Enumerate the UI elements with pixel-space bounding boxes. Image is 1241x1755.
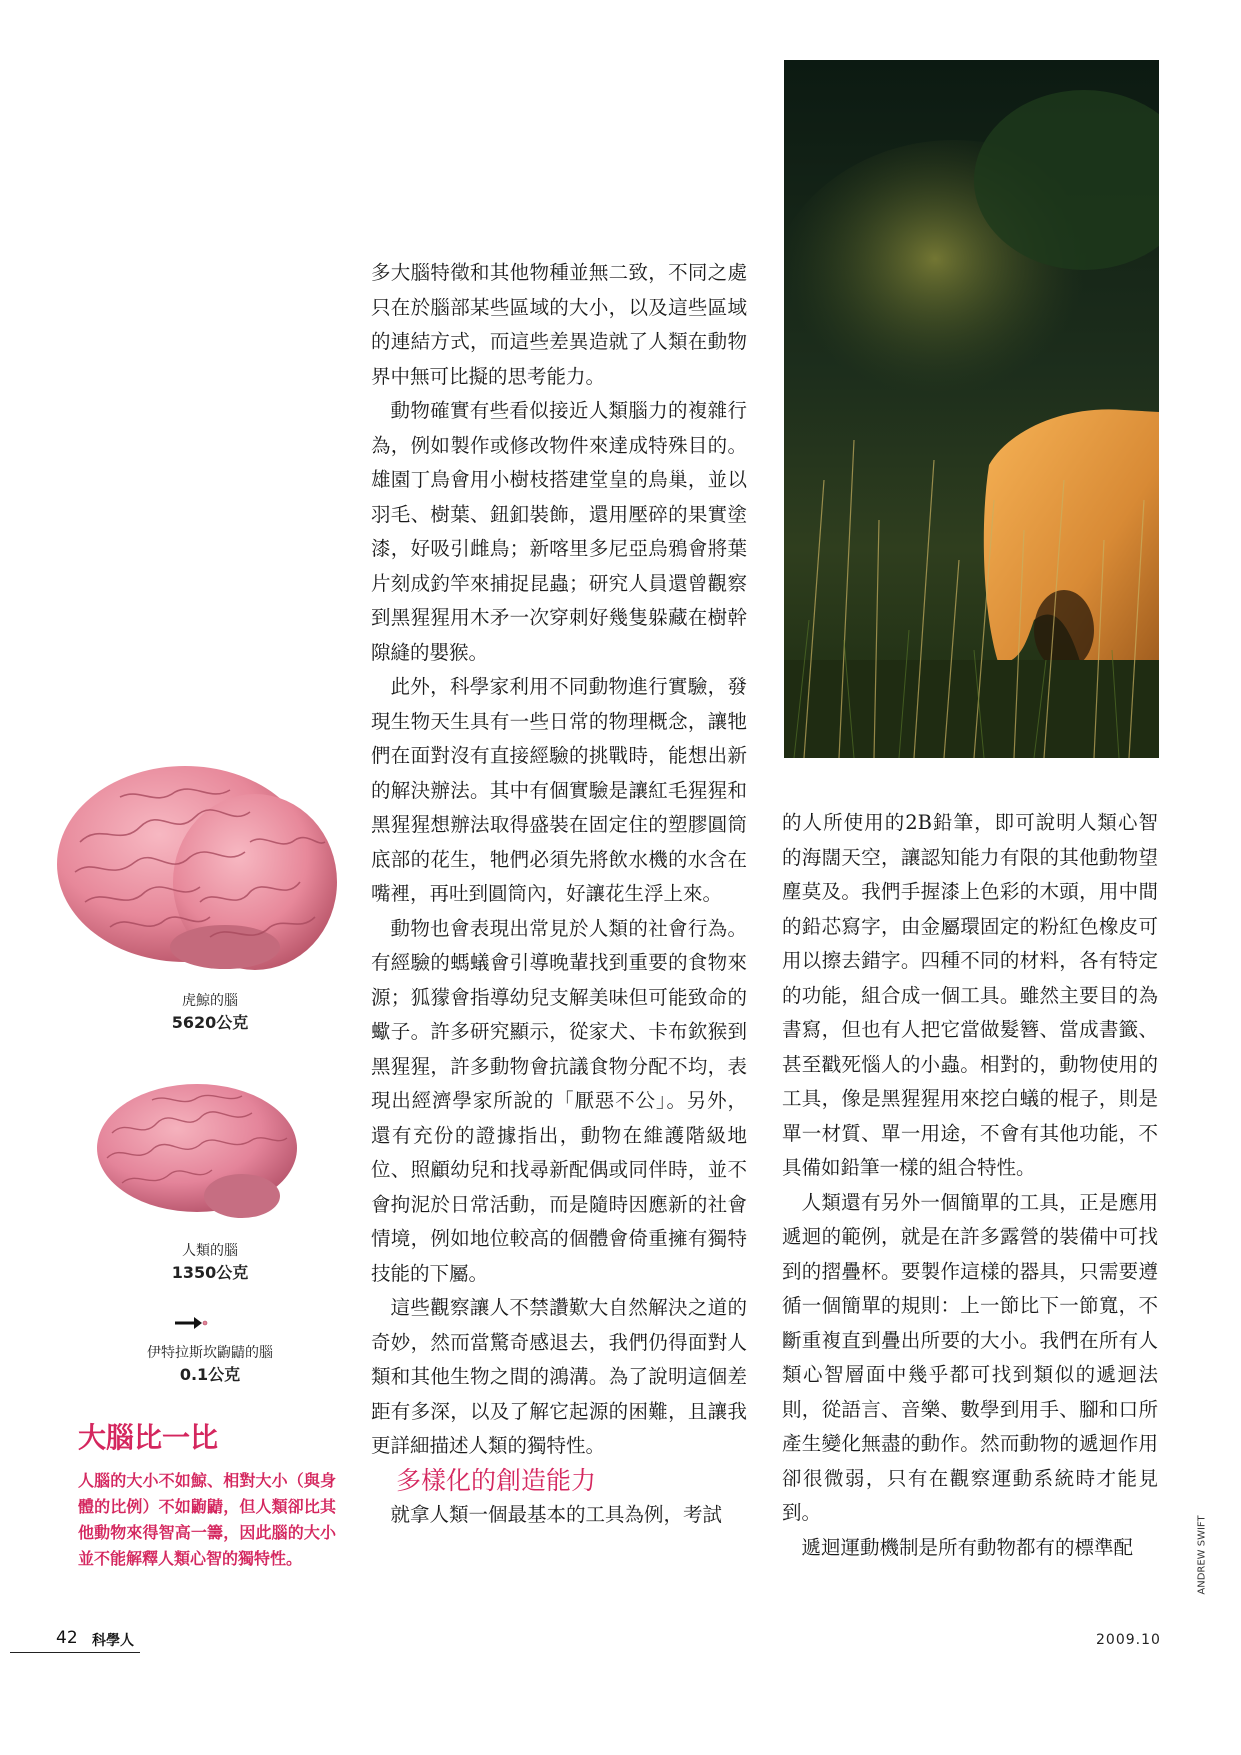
- issue-date: 2009.10: [1096, 1632, 1161, 1648]
- section-heading: 多樣化的創造能力: [396, 1465, 597, 1495]
- paragraph: 多大腦特徵和其他物種並無二致，不同之處只在於腦部某些區域的大小，以及這些區域的連結方式，而這些差異造就了人類在動物界中無可比擬的思考能力。: [371, 261, 747, 388]
- sidebar-title: 大腦比一比: [78, 1421, 219, 1454]
- brain-weight: 0.1公克: [179, 1365, 241, 1384]
- article-column-middle: [371, 256, 747, 1532]
- brain-weight: 5620公克: [171, 1013, 249, 1032]
- footer-rule: [10, 1652, 140, 1653]
- article-column-right: [782, 806, 1158, 1565]
- brain-caption-shrew: [110, 1342, 310, 1386]
- paragraph: 就拿人類一個最基本的工具為例，考試: [390, 1502, 723, 1526]
- page-number: 42: [56, 1628, 78, 1648]
- brain-name: 人類的腦: [182, 1243, 238, 1259]
- paragraph: 的人所使用的2B鉛筆，即可說明人類心智的海闊天空，讓認知能力有限的其他動物望塵莫及。我們手握漆上色彩的木頭，用中間的鉛芯寫字，由金屬環固定的粉紅色橡皮可用以擦去錯字。四種不同的材料，各有特定的功能，組合成一個工具。雖然主要目的為書寫，但也有人把它當做髮簪、當成書籤、甚至戳死惱人的小蟲。相對的，動物使用的工具，像是黑猩猩用來挖白蟻的棍子，則是單一材質、單一用途，不會有其他功能，不具備如鉛筆一樣的組合特性。: [782, 811, 1158, 1179]
- paragraph: 此外，科學家利用不同動物進行實驗，發現生物天生具有一些日常的物理概念，讓牠們在面對沒有直接經驗的挑戰時，能想出新的解決辦法。其中有個實驗是讓紅毛猩猩和黑猩猩想辦法取得盛裝在固定住的塑膠圓筒底部的花生，牠們必須先將飲水機的水含在嘴裡，再吐到圓筒內，好讓花生浮上來。: [371, 675, 747, 905]
- human-brain-illustration: [92, 1078, 302, 1228]
- paragraph: 動物確實有些看似接近人類腦力的複雜行為，例如製作或修改物件來達成特殊目的。雄園丁鳥會用小樹枝搭建堂皇的鳥巢，並以羽毛、樹葉、鈕釦裝飾，還用壓碎的果實塗漆，好吸引雌鳥；新喀里多尼亞烏鴉會將葉片刻成釣竿來捕捉昆蟲；研究人員還曾觀察到黑猩猩用木矛一次穿刺好幾隻躲藏在樹幹隙縫的嬰猴。: [371, 399, 747, 664]
- brain-name: 虎鯨的腦: [182, 993, 238, 1009]
- photo-credit: ANDREW SWIFT: [1196, 1515, 1208, 1595]
- brain-caption-orca: [120, 990, 300, 1034]
- paragraph: 人類還有另外一個簡單的工具，正是應用遞迴的範例，就是在許多露營的裝備中可找到的摺疊杯。要製作這樣的器具，只需要遵循一個簡單的規則：上一節比下一節寬，不斷重複直到疊出所要的大小。我們在所有人類心智層面中幾乎都可找到類似的遞迴法則，從語言、音樂、數學到用手、腳和口所產生變化無盡的動作。然而動物的遞迴作用卻很微弱，只有在觀察運動系統時才能見到。: [782, 1190, 1158, 1524]
- brain-name: 伊特拉斯坎鼩鼱的腦: [147, 1345, 273, 1361]
- paragraph: 這些觀察讓人不禁讚歎大自然解決之道的奇妙，然而當驚奇感退去，我們仍得面對人類和其他生物之間的鴻溝。為了說明這個差距有多深，以及了解它起源的困難，且讓我更詳細描述人類的獨特性。: [371, 1296, 747, 1457]
- brain-caption-human: [120, 1240, 300, 1284]
- orca-brain-illustration: [50, 752, 340, 987]
- magazine-name: 科學人: [92, 1633, 134, 1649]
- arrow-right-icon: [174, 1316, 208, 1330]
- paragraph: 遞迴運動機制是所有動物都有的標準配: [801, 1535, 1134, 1559]
- lion-photo: [784, 60, 1159, 758]
- brain-weight: 1350公克: [171, 1263, 249, 1282]
- paragraph: 動物也會表現出常見於人類的社會行為。有經驗的螞蟻會引導晚輩找到重要的食物來源；狐獴會指導幼兒支解美味但可能致命的蠍子。許多研究顯示，從家犬、卡布欽猴到黑猩猩，許多動物會抗議食物分配不均，表現出經濟學家所說的「厭惡不公」。另外，還有充份的證據指出，動物在維護階級地位、照顧幼兒和找尋新配偶或同伴時，並不會拘泥於日常活動，而是隨時因應新的社會情境，例如地位較高的個體會倚重擁有獨特技能的下屬。: [371, 916, 747, 1285]
- sidebar-body: 人腦的大小不如鯨、相對大小（與身體的比例）不如鼩鼱，但人類卻比其他動物來得智高一籌，因此腦的大小並不能解釋人類心智的獨特性。: [78, 1471, 336, 1568]
